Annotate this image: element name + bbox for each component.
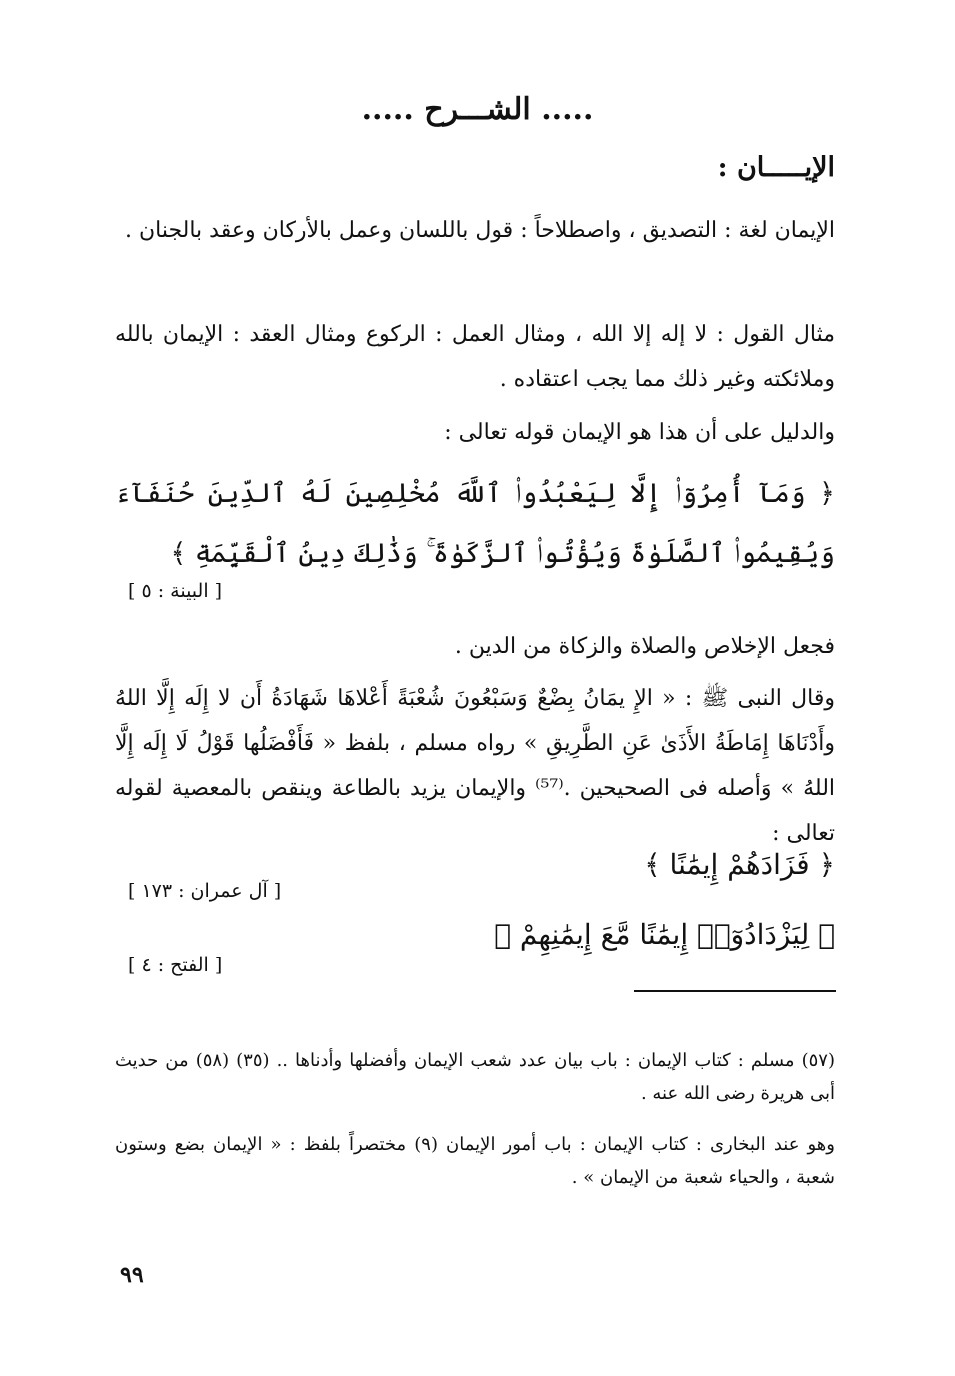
section-heading: الإيـــــان :: [717, 152, 835, 183]
quran-verse-bayyina: ﴿ وَمَآ أُمِرُوٓا۟ إِلَّا لِيَعْبُدُوا۟ ٱللَّهَ مُخْلِصِينَ لَهُ ٱلدِّينَ حُنَفَآءَ وَيُقِيمُوا۟ ٱلصَّلَوٰةَ وَيُؤْتُوا۟ ٱلزَّكَوٰةَ ۚ وَذَٰلِكَ دِينُ ٱلْقَيِّمَةِ ﴾: [115, 478, 835, 569]
footnote-57: (٥٧) مسلم : كتاب الإيمان : باب بيان عدد شعب الإيمان وأفضلها وأدناها .. (٣٥) (٥٨) من حديث أبى هريرة رضى الله عنه .: [115, 1050, 835, 1104]
verse-reference-al-fath: [ الفتح : ٤ ]: [128, 954, 223, 976]
footnote-divider: [634, 990, 836, 992]
verse-reference-bayyina: [ البينة : ٥ ]: [128, 580, 223, 602]
verse-reference-al-imran: [ آل عمران : ١٧٣ ]: [128, 880, 282, 902]
definition-paragraph: الإيمان لغة : التصديق ، واصطلاحاً : قول باللسان وعمل بالأركان وعقد بالجنان .: [124, 218, 835, 243]
footnote-bukhari: وهو عند البخارى : كتاب الإيمان : باب أمور الإيمان (٩) مختصراً بلفظ : « الإيمان بضع وستون شعبة ، والحياء شعبة من الإيمان » .: [115, 1134, 835, 1188]
page-number: ٩٩: [120, 1262, 144, 1288]
example-paragraph: مثال القول : لا إله إلا الله ، ومثال العمل : الركوع ومثال العقد : الإيمان بالله وملائكته وغير ذلك مما يجب اعتقاده .: [115, 322, 835, 392]
conclusion-paragraph: فجعل الإخلاص والصلاة والزكاة من الدين .: [454, 634, 835, 659]
evidence-intro: والدليل على أن هذا هو الإيمان قوله تعالى :: [444, 420, 835, 445]
quran-verse-al-fath: ﴿ لِيَزْدَادُوٓا۟ إِيمَٰنًا مَّعَ إِيمَٰنِهِمْ ﴾: [494, 918, 835, 951]
page-title: ..... الشـــرح .....: [361, 92, 594, 127]
quran-verse-al-imran: ﴿ فَزَادَهُمْ إِيمَٰنًا ﴾: [644, 848, 835, 881]
hadith-paragraph: وقال النبى ﷺ : « الإِ يمَانُ بِضْعٌ وَسَبْعُونَ شُعْبَةً أَعْلاهَا شَهَادَةُ أَن لا إِلَه إِلَّا اللهُ وأَدْنَاهَا إِمَاطَةُ الأَذَىٰ عَنِ الطَّرِيقِ » رواه مسلم ، بلفظ « فَأَفْضَلُها قَوْلُ لَا إِلَه إِلَّا اللهُ » وَأصله فى الصحيحين .⁽⁵⁷⁾ والإيمان يزيد بالطاعة وينقص بالمعصية لقوله تعالى :: [115, 686, 836, 846]
